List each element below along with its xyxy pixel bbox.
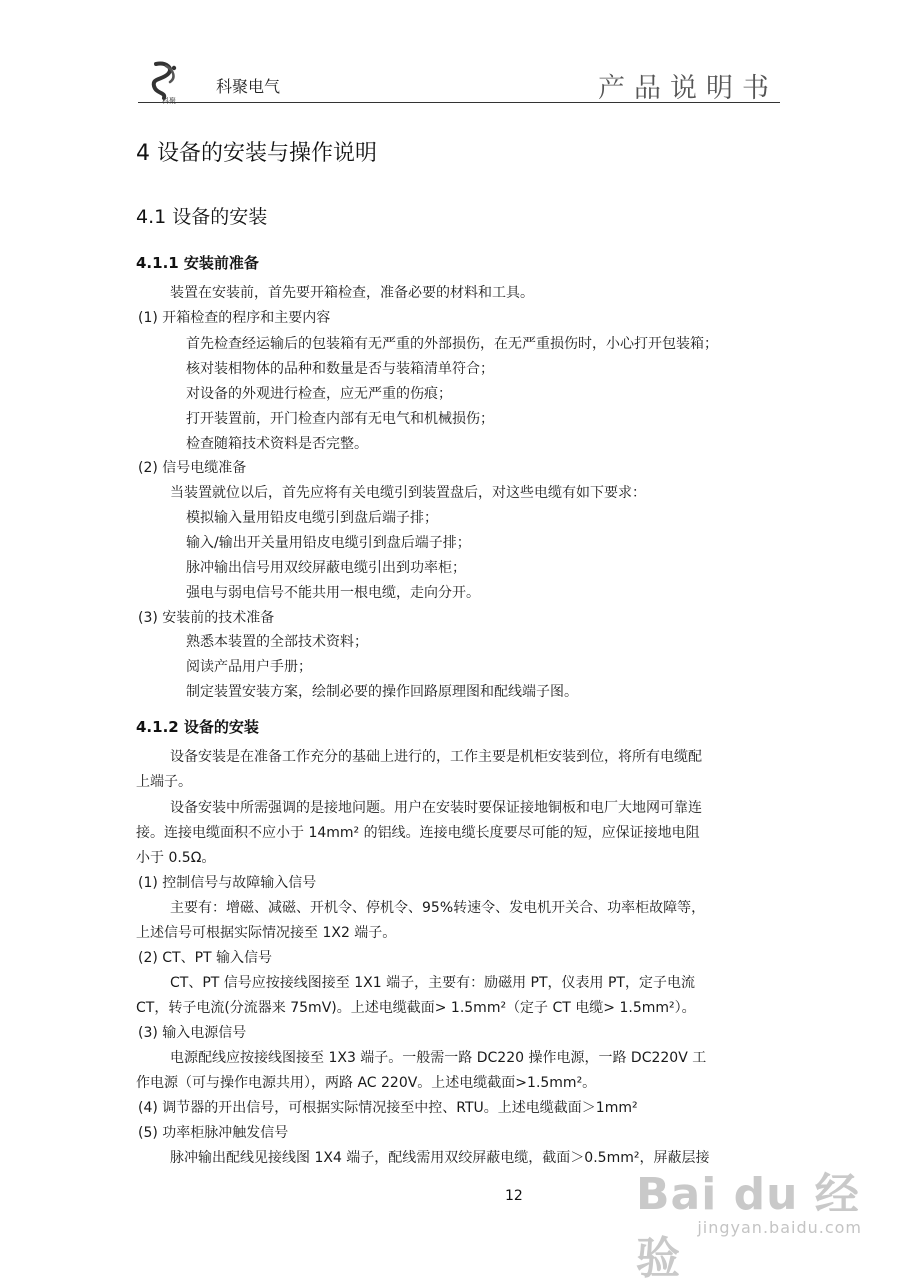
- body-line: 阅读产品用户手册；: [186, 659, 312, 675]
- watermark-url: jingyan.baidu.com: [697, 1218, 862, 1237]
- list-heading: (2) CT、PT 输入信号: [138, 950, 273, 966]
- body-line: 小于 0.5Ω。: [136, 850, 216, 866]
- body-line: 首先检查经运输后的包装箱有无严重的外部损伤，在无严重损伤时，小心打开包装箱；: [186, 336, 718, 352]
- company-name: 科聚电气: [216, 77, 281, 96]
- body-line: 制定装置安装方案，绘制必要的操作回路原理图和配线端子图。: [186, 684, 578, 700]
- body-line: 装置在安装前，首先要开箱检查，准备必要的材料和工具。: [170, 285, 534, 301]
- company-logo: [144, 60, 184, 104]
- list-heading: (3) 安装前的技术准备: [138, 610, 275, 626]
- subsection-heading-prep: 4.1.1 安装前准备: [136, 254, 259, 272]
- body-line: 输入/输出开关量用铅皮电缆引到盘后端子排；: [186, 535, 471, 551]
- header-rule: [138, 102, 780, 103]
- body-line: 打开装置前，开门检查内部有无电气和机械损伤；: [186, 411, 494, 427]
- page-number: 12: [505, 1188, 523, 1204]
- body-line: 当装置就位以后，首先应将有关电缆引到装置盘后，对这些电缆有如下要求：: [170, 485, 646, 501]
- body-line: 模拟输入量用铅皮电缆引到盘后端子排；: [186, 510, 438, 526]
- body-line: CT，转子电流(分流器来 75mV)。上述电缆截面> 1.5mm²（定子 CT 电缆> 1.5mm²）。: [136, 1000, 696, 1016]
- list-heading: (1) 开箱检查的程序和主要内容: [138, 310, 331, 326]
- baidu-jingyan-watermark: [636, 1158, 866, 1284]
- list-heading: (3) 输入电源信号: [138, 1025, 247, 1041]
- list-heading: (1) 控制信号与故障输入信号: [138, 875, 317, 891]
- section-heading: 4.1 设备的安装: [136, 206, 268, 228]
- list-heading: (4) 调节器的开出信号，可根据实际情况接至中控、RTU。上述电缆截面＞1mm²: [138, 1100, 638, 1116]
- list-heading: (2) 信号电缆准备: [138, 460, 247, 476]
- svg-text:科聚: 科聚: [162, 97, 176, 104]
- body-line: 上端子。: [136, 774, 192, 790]
- body-line: 检查随箱技术资料是否完整。: [186, 436, 368, 452]
- body-line: 设备安装中所需强调的是接地问题。用户在安装时要保证接地铜板和电厂大地网可靠连: [170, 800, 702, 816]
- body-line: 对设备的外观进行检查，应无严重的伤痕；: [186, 386, 452, 402]
- body-line: 作电源（可与操作电源共用），两路 AC 220V。上述电缆截面>1.5mm²。: [136, 1075, 597, 1091]
- body-line: CT、PT 信号应按接线图接至 1X1 端子，主要有：励磁用 PT，仪表用 PT，定子电流: [170, 975, 695, 991]
- body-line: 脉冲输出配线见接线图 1X4 端子，配线需用双绞屏蔽电缆，截面＞0.5mm²，屏蔽层接: [170, 1150, 710, 1166]
- body-line: 强电与弱电信号不能共用一根电缆，走向分开。: [186, 585, 480, 601]
- watermark-brand: Bai du 经验: [636, 1169, 860, 1284]
- body-line: 接。连接电缆面积不应小于 14mm² 的铝线。连接电缆长度要尽可能的短，应保证接地电阻: [136, 825, 700, 841]
- chapter-heading: 4 设备的安装与操作说明: [136, 141, 377, 166]
- body-line: 核对装相物体的品种和数量是否与装箱清单符合；: [186, 361, 494, 377]
- list-heading: (5) 功率柜脉冲触发信号: [138, 1125, 289, 1141]
- body-line: 脉冲输出信号用双绞屏蔽电缆引出到功率柜；: [186, 560, 466, 576]
- body-line: 熟悉本装置的全部技术资料；: [186, 634, 368, 650]
- body-line: 上述信号可根据实际情况接至 1X2 端子。: [136, 925, 397, 941]
- body-line: 设备安装是在准备工作充分的基础上进行的，工作主要是机柜安装到位，将所有电缆配: [170, 749, 702, 765]
- body-line: 电源配线应按接线图接至 1X3 端子。一般需一路 DC220 操作电源，一路 DC220V 工: [170, 1050, 707, 1066]
- body-line: 主要有：增磁、减磁、开机令、停机令、95%转速令、发电机开关合、功率柜故障等，: [170, 900, 706, 916]
- document-title: 产品说明书: [598, 73, 778, 104]
- subsection-heading-install: 4.1.2 设备的安装: [136, 718, 259, 736]
